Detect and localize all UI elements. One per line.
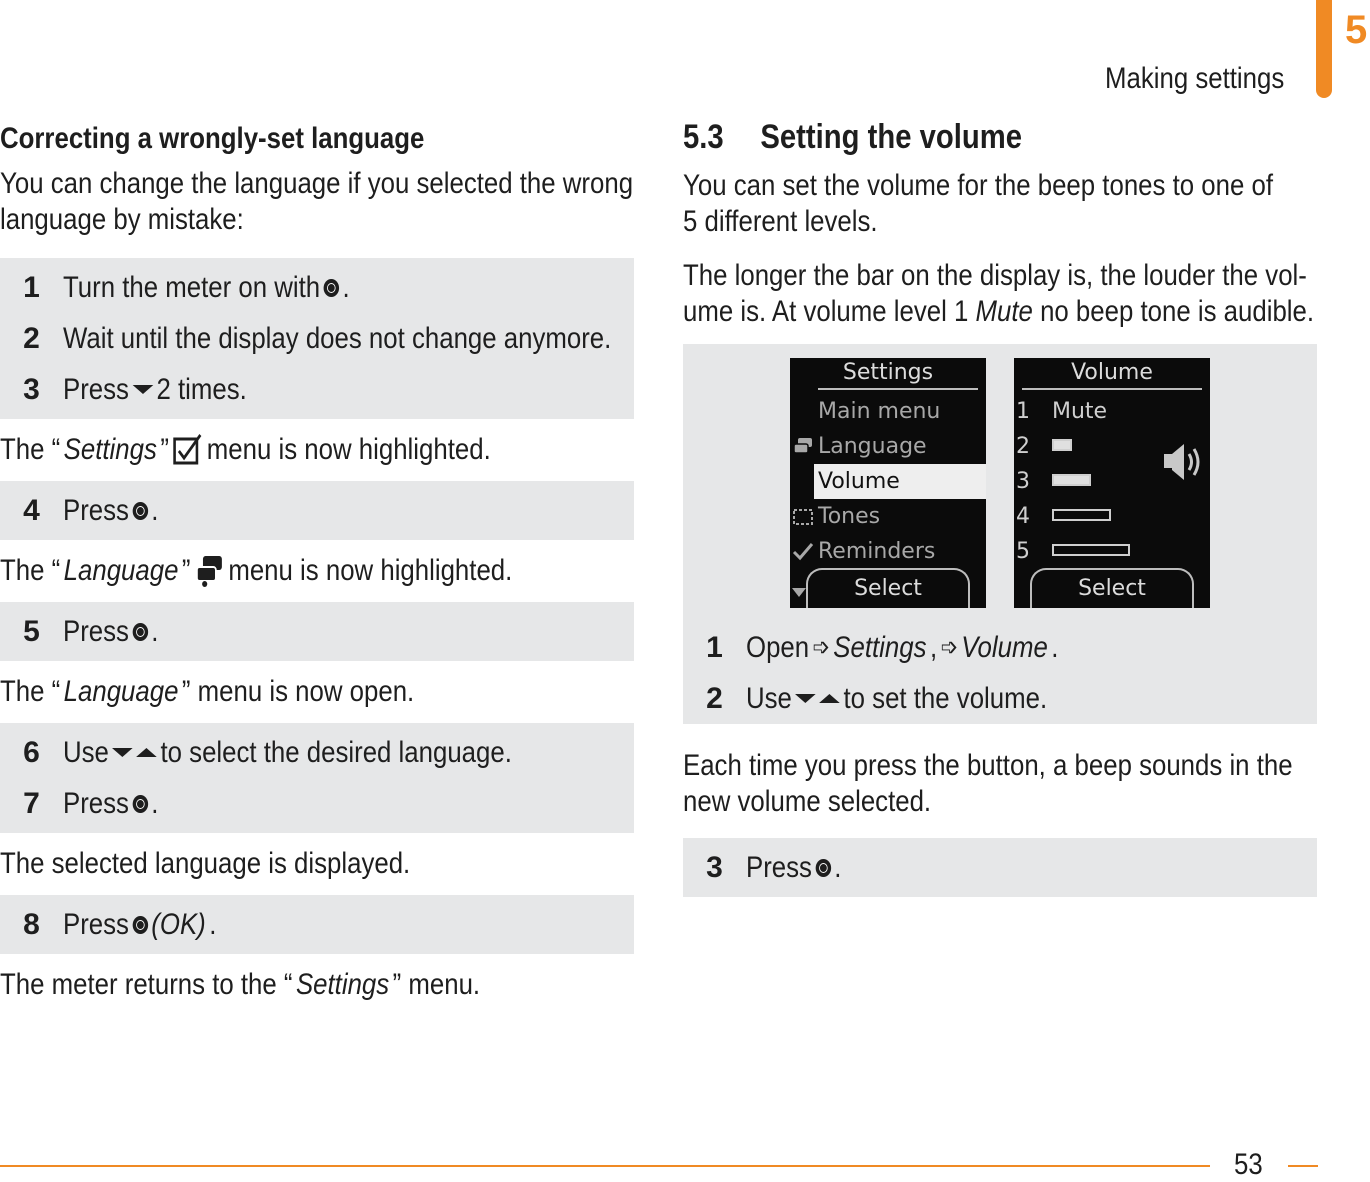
down-arrow-icon <box>112 748 133 757</box>
section-heading: 5.3 Setting the volume <box>683 118 1022 156</box>
volume-bar-outline <box>1052 439 1072 451</box>
step: 5 Press . <box>23 614 159 648</box>
scroll-down-icon <box>792 588 806 598</box>
speaker-icon <box>1160 440 1204 484</box>
language-icon <box>792 437 814 457</box>
result-text: The “ Settings ” menu is now highlighted. <box>0 433 491 466</box>
menu-item: Language <box>790 429 986 464</box>
link-arrow-icon: ➩ <box>940 634 958 661</box>
volume-bar-outline <box>1052 544 1130 556</box>
step: 4 Press . <box>23 493 159 527</box>
menu-item: Main menu <box>818 399 941 424</box>
down-arrow-icon <box>795 694 816 703</box>
menu-item: Tones <box>790 499 986 534</box>
steps-block-1 <box>0 258 634 419</box>
step: 1 Open ➩ Settings , ➩ Volume . <box>706 630 1059 664</box>
volume-level-row <box>1014 394 1210 429</box>
divider <box>1022 388 1202 390</box>
result-text: The “ Language ” menu is now highlighted. <box>0 554 513 587</box>
intro-paragraph: You can set the volume for the beep tones to one of 5 different levels. <box>683 169 1274 238</box>
steps-block-5 <box>0 895 634 954</box>
volume-bar-outline <box>1052 509 1111 521</box>
select-softkey: Select <box>1030 568 1194 608</box>
ok-button-icon <box>132 916 147 934</box>
step: 3 Press 2 times. <box>23 372 247 406</box>
steps-block <box>683 838 1317 897</box>
up-arrow-icon <box>136 748 157 757</box>
ok-button-icon <box>132 623 147 641</box>
ok-button-icon <box>132 502 147 520</box>
footer-rule <box>0 1165 1210 1167</box>
divider <box>818 388 978 390</box>
screen-title: Settings <box>842 360 934 385</box>
step: 2 Wait until the display does not change anymore. <box>23 321 612 355</box>
step: 6 Use to select the desired language. <box>23 735 512 769</box>
tones-icon <box>792 508 814 526</box>
left-column <box>0 118 634 1016</box>
steps-block-3 <box>0 602 634 661</box>
volume-level-row <box>1014 499 1210 534</box>
steps-block-2 <box>0 481 634 540</box>
subsection-heading: Correcting a wrongly-set language <box>0 122 425 155</box>
steps-block-4 <box>0 723 634 833</box>
step: 1 Turn the meter on with . <box>23 270 350 304</box>
volume-level-number: 2 <box>1016 434 1030 459</box>
menu-item: Reminders <box>790 534 986 569</box>
right-column <box>683 118 1317 897</box>
step: 2 Use to set the volume. <box>706 681 1048 715</box>
footer-rule <box>1288 1165 1318 1167</box>
down-arrow-icon <box>132 385 153 394</box>
volume-bar-outline <box>1052 474 1091 486</box>
up-arrow-icon <box>819 694 840 703</box>
ok-button-icon <box>815 859 830 877</box>
volume-level-row <box>1014 534 1210 569</box>
screens-and-steps <box>683 344 1317 724</box>
body-paragraph: Each time you press the button, a beep sounds in the new volume selected. <box>683 749 1293 818</box>
volume-level-label: Mute <box>1052 399 1108 424</box>
ok-button-icon <box>132 795 147 813</box>
running-header: Making settings <box>1105 62 1285 95</box>
checkmark-icon <box>792 542 814 562</box>
settings-screen <box>790 358 986 608</box>
page-number: 53 <box>1234 1148 1263 1181</box>
chapter-number: 5 <box>1345 8 1368 52</box>
step: 3 Press . <box>706 850 842 884</box>
volume-screen <box>1014 358 1210 608</box>
body-paragraph: The longer the bar on the display is, the louder the vol- ume is. At volume level 1 Mute no beep tone is audible. <box>683 259 1315 328</box>
language-menu-icon <box>194 554 225 588</box>
ok-button-icon <box>324 279 339 297</box>
link-arrow-icon: ➩ <box>812 634 830 661</box>
volume-level-number: 5 <box>1016 539 1030 564</box>
volume-level-number: 3 <box>1016 469 1030 494</box>
result-text: The meter returns to the “ Settings ” menu. <box>0 968 481 1001</box>
menu-item-selected: Volume <box>814 464 986 499</box>
step: 7 Press . <box>23 786 159 820</box>
chapter-tab <box>1316 0 1332 98</box>
result-text: The “ Language ” menu is now open. <box>0 675 415 708</box>
volume-level-number: 4 <box>1016 504 1030 529</box>
volume-level-number: 1 <box>1016 399 1030 424</box>
settings-menu-icon <box>172 433 203 467</box>
select-softkey: Select <box>806 568 970 608</box>
step: 8 Press (OK) . <box>23 907 217 941</box>
screen-title: Volume <box>1071 360 1153 385</box>
result-text: The selected language is displayed. <box>0 847 411 880</box>
intro-paragraph: You can change the language if you selected the wrong language by mistake: <box>0 167 634 236</box>
